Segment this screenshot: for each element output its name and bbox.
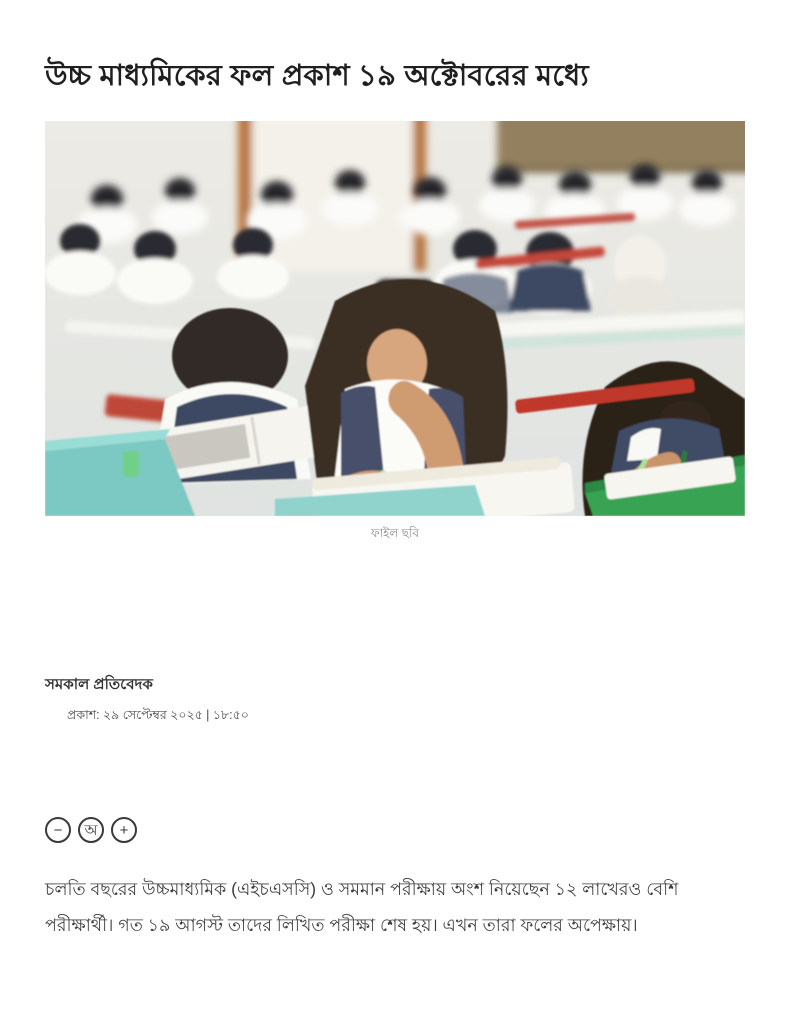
font-increase-button[interactable]: + bbox=[111, 817, 137, 843]
article-photo bbox=[45, 121, 745, 516]
font-base-button[interactable]: অ bbox=[78, 817, 104, 843]
byline-block bbox=[45, 673, 745, 727]
article-body-paragraph: চলতি বছরের উচ্চমাধ্যমিক (এইচএসসি) ও সমমান পরীক্ষায় অংশ নিয়েছেন ১২ লাখেরও বেশি পরীক্ষার্থী। গত ১৯ আগস্ট তাদের লিখিত পরীক্ষা শেষ হয়। এখন তারা ফলের অপেক্ষায়। bbox=[45, 879, 679, 936]
author-byline: সমকাল প্রতিবেদক bbox=[45, 676, 153, 694]
font-size-controls bbox=[45, 817, 745, 843]
published-timestamp: প্রকাশ: ২৯ সেপ্টেম্বর ২০২৫ | ১৮:৫০ bbox=[67, 708, 249, 723]
classroom-exam-illustration bbox=[45, 121, 745, 516]
font-decrease-button[interactable]: − bbox=[45, 817, 71, 843]
photo-caption: ফাইল ছবি bbox=[370, 526, 420, 541]
article-title: উচ্চ মাধ্যমিকের ফল প্রকাশ ১৯ অক্টোবরের মধ্যে bbox=[45, 60, 589, 92]
article-figure bbox=[45, 121, 745, 545]
